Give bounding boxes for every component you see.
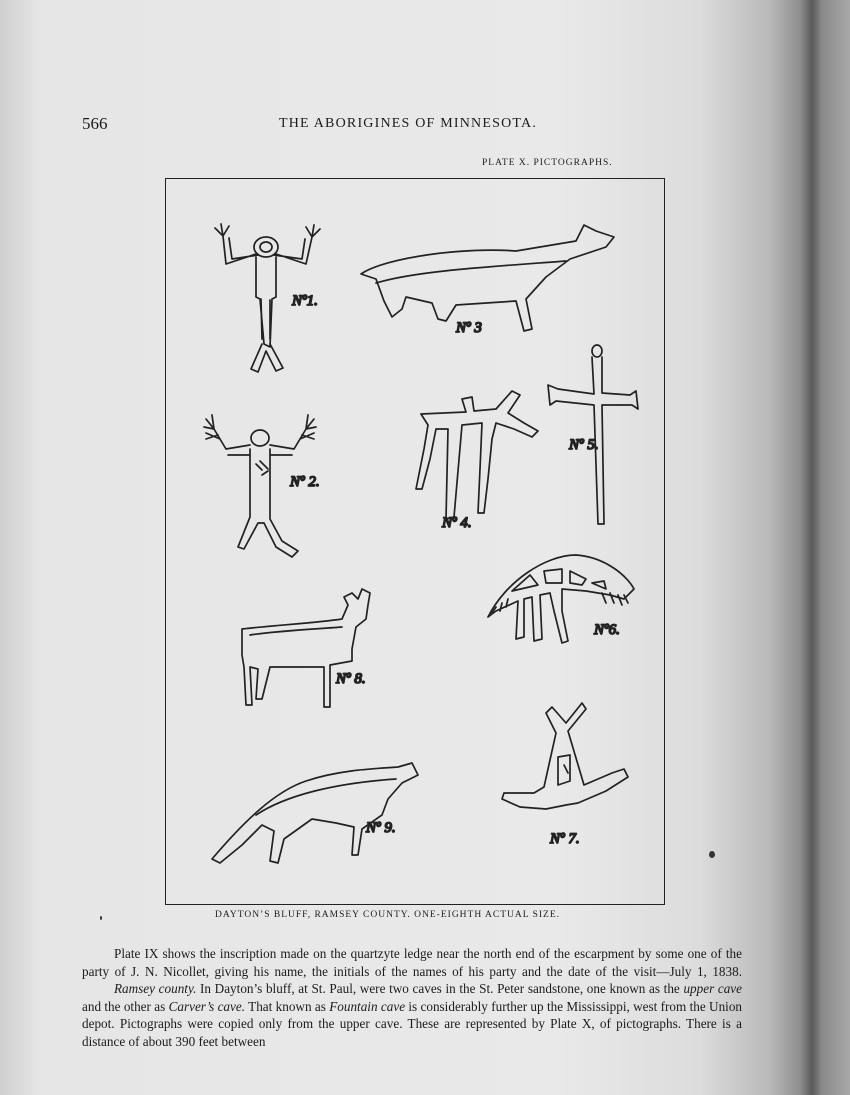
ink-speck: [100, 916, 102, 920]
figure-label-2: Nº 2.: [290, 474, 320, 490]
figure-label-5: Nº 5.: [569, 437, 599, 453]
figure-label-1: Nº1.: [292, 293, 318, 309]
paragraph-text-d: is considerably further up the Mississippi, west from the Union depot. Pictographs were copied only from the upper cave. These are represented by Plate X, of pictographs. There is a distance of about 390 feet between: [82, 998, 743, 1049]
paragraph-plate-ix: Plate IX shows the inscription made on the quartzyte ledge near the north end of the escarpment by some one of the party of J. N. Nicollet, giving his name, the initials of the names of his party and the date of the visit—July 1, 1838.: [82, 946, 742, 979]
pictograph-7-tipi: [502, 703, 628, 809]
figure-label-6: Nº6.: [594, 622, 620, 638]
figure-label-7: Nº 7.: [550, 831, 580, 847]
upper-cave-term: upper cave: [683, 981, 743, 997]
paragraph-text-c: That known as: [245, 998, 330, 1014]
pictograph-8-small-animal: [242, 589, 370, 707]
running-head: THE ABORIGINES OF MINNESOTA.: [279, 116, 538, 131]
pictograph-5-cross: [548, 345, 638, 524]
pictograph-3-long-animal: [361, 225, 614, 331]
pictograph-4-abstract-figure: [416, 391, 538, 519]
fountain-cave-term: Fountain cave: [329, 998, 406, 1014]
pictograph-9-running-animal: [212, 763, 418, 863]
plate-label: PLATE X. PICTOGRAPHS.: [482, 158, 613, 168]
page-number: 566: [82, 114, 108, 133]
figure-label-8: Nº 8.: [336, 671, 366, 687]
paragraph-ramsey-county: [82, 980, 742, 1050]
figure-label-4: Nº 4.: [442, 515, 472, 531]
ramsey-county-heading: Ramsey county.: [114, 981, 197, 997]
carvers-cave-term: Carver’s cave.: [168, 998, 246, 1014]
figure-label-3: Nº 3: [456, 320, 482, 336]
paragraph-text-b: and the other as: [82, 998, 169, 1014]
pictograph-plate: [165, 178, 665, 905]
pictographs-drawing: [166, 179, 666, 906]
body-text: [82, 945, 742, 1051]
ink-speck: [709, 851, 715, 858]
plate-caption: DAYTON’S BLUFF, RAMSEY COUNTY. ONE-EIGHTH ACTUAL SIZE.: [215, 910, 561, 920]
figure-label-9: Nº 9.: [366, 820, 396, 836]
paragraph-text-a: In Dayton’s bluff, at St. Paul, were two caves in the St. Peter sandstone, one known as the: [196, 981, 684, 997]
